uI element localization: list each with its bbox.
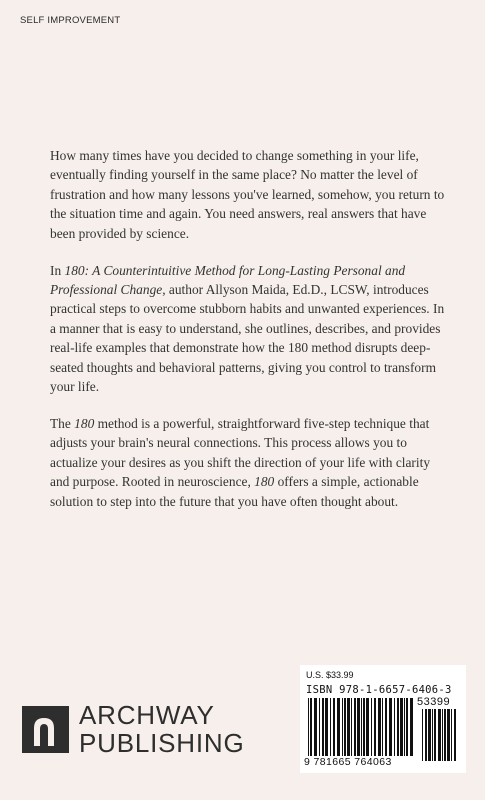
text-span: offers a simple, actionable solution to step into the future that you have often thought about. [50,474,419,509]
book-title-short: 180 [74,415,95,431]
category-label: SELF IMPROVEMENT [20,15,121,26]
back-cover-blurb [50,146,450,528]
addon-barcode-icon [420,709,460,761]
publisher-name [79,702,245,756]
text-span: , author Allyson Maida, Ed.D., LCSW, introduces practical steps to overcome stubborn habits and unwanted experiences. In a manner that is easy to understand, she outlines, describes, and provides real-life examples that demonstrate how the 180 method disrupts deep-seated thoughts and behavioral patterns, giving you control to transform your life. [50,281,445,394]
text-span: method is a powerful, straightforward five-step technique that adjusts your brain's neural connections. This process allows you to actualize your desires as you shift the direction of your life with clarity and purpose. Rooted in neuroscience, [50,415,431,490]
publisher-logo [22,702,245,756]
blurb-paragraph-2 [50,261,450,397]
publisher-name-line2: PUBLISHING [79,728,245,758]
text-span: The [50,415,75,431]
blurb-paragraph-1: How many times have you decided to change something in your life, eventually finding yourself in the same place? No matter the level of frustration and how many lessons you've learned, somehow, you return to the situation time and again. You need answers, real answers that have been provided by science. [50,148,445,241]
addon-digits: 53399 [417,696,451,708]
book-title: 180: A Counterintuitive Method for Long-Lasting Personal and Professional Change [50,262,406,297]
blurb-paragraph-3 [50,414,450,511]
ean-barcode-icon [306,698,414,756]
text-span: In [50,262,65,278]
publisher-name-line1: ARCHWAY [79,700,215,730]
ean-digits: 9 781665 764063 [304,756,392,768]
barcode-label [300,665,466,773]
price-label: U.S. $33.99 [306,670,354,680]
archway-arch-icon [22,706,69,753]
isbn-label: ISBN 978-1-6657-6406-3 [306,684,452,696]
book-title-short: 180 [254,474,275,490]
